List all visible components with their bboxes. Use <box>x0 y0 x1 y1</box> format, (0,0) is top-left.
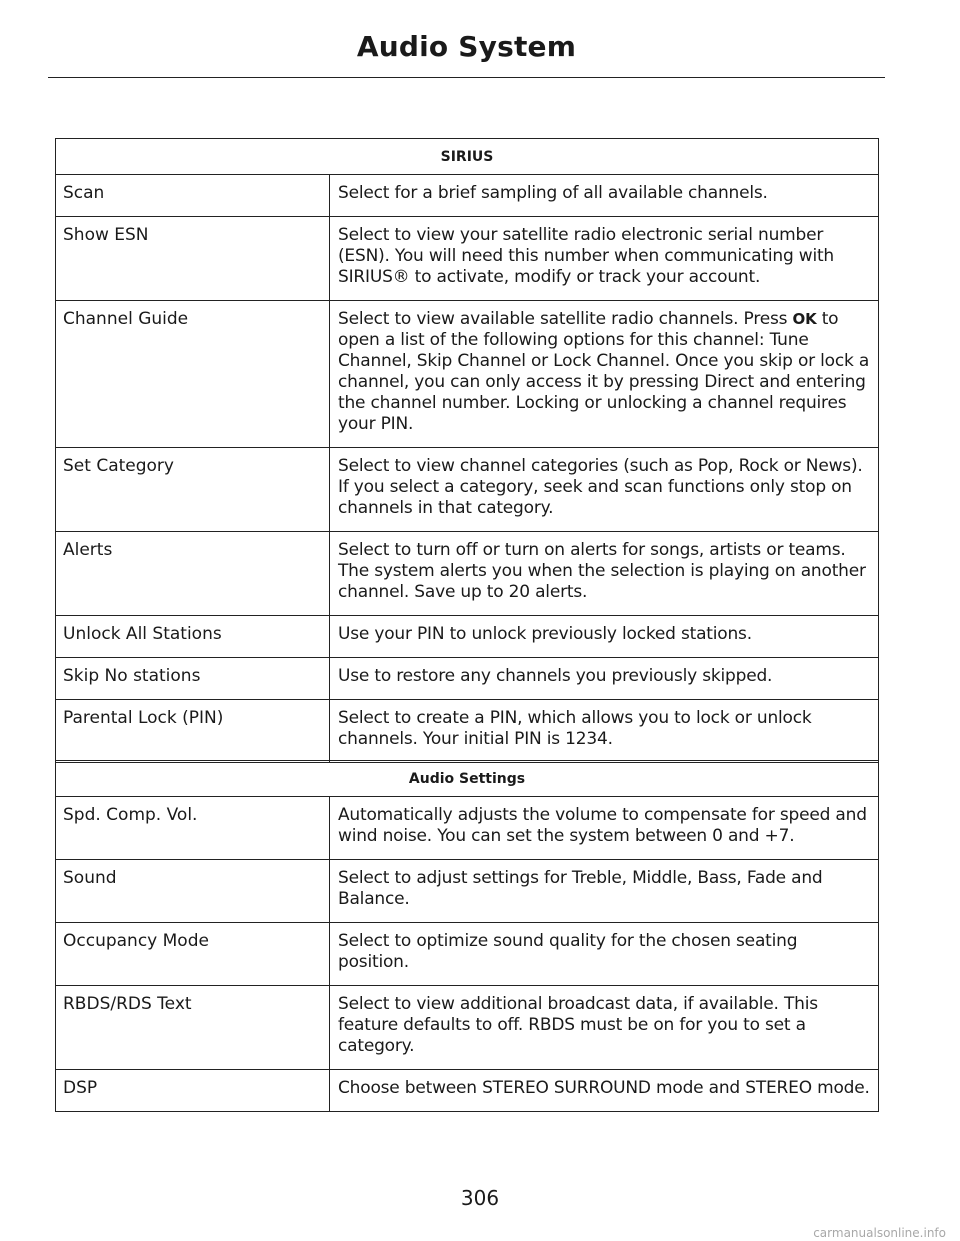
row-label: Set Category <box>56 448 330 532</box>
row-label: Skip No stations <box>56 658 330 700</box>
row-label: Show ESN <box>56 217 330 301</box>
table-heading-row <box>56 761 879 797</box>
table-row <box>56 797 879 860</box>
table-row <box>56 616 879 658</box>
row-label: Sound <box>56 860 330 923</box>
row-label: Spd. Comp. Vol. <box>56 797 330 860</box>
table-row <box>56 1070 879 1112</box>
page-number: 306 <box>460 1186 500 1210</box>
row-description: Select to optimize sound quality for the chosen seating position. <box>330 923 879 986</box>
table-row <box>56 923 879 986</box>
row-description: Select for a brief sampling of all available channels. <box>330 175 879 217</box>
row-description: Select to view channel categories (such as Pop, Rock or News). If you select a category, seek and scan functions only stop on channels in that category. <box>330 448 879 532</box>
row-description: Select to adjust settings for Treble, Middle, Bass, Fade and Balance. <box>330 860 879 923</box>
desc-text: Select to view available satellite radio channels. Press <box>338 309 793 329</box>
audio-settings-table <box>55 760 879 1112</box>
section-title: Audio System <box>356 30 577 63</box>
row-label: Scan <box>56 175 330 217</box>
row-description: Select to view your satellite radio electronic serial number (ESN). You will need this number when communicating with SIRIUS® to activate, modify or track your account. <box>330 217 879 301</box>
table-heading-row <box>56 139 879 175</box>
page-header <box>48 0 885 78</box>
audio-settings-table-heading: Audio Settings <box>56 761 879 797</box>
sirius-table <box>55 138 879 763</box>
row-label: Alerts <box>56 532 330 616</box>
table-row <box>56 301 879 448</box>
table-row <box>56 986 879 1070</box>
table-row <box>56 532 879 616</box>
table-row <box>56 658 879 700</box>
row-label: Channel Guide <box>56 301 330 448</box>
table-row <box>56 217 879 301</box>
desc-text: to open a list of the following options for this channel: Tune Channel, Skip Channel or Lock Channel. Once you skip or lock a channel, you can only access it by pressing Direct and entering the channel number. Locking or unlocking a channel requires your PIN. <box>338 309 870 434</box>
table-row <box>56 175 879 217</box>
row-description: Use to restore any channels you previously skipped. <box>330 658 879 700</box>
watermark: carmanualsonline.info <box>813 1226 946 1240</box>
row-label: Unlock All Stations <box>56 616 330 658</box>
row-description <box>330 301 879 448</box>
table-row <box>56 448 879 532</box>
row-description: Select to turn off or turn on alerts for songs, artists or teams. The system alerts you when the selection is playing on another channel. Save up to 20 alerts. <box>330 532 879 616</box>
row-description: Choose between STEREO SURROUND mode and STEREO mode. <box>330 1070 879 1112</box>
row-description: Select to view additional broadcast data, if available. This feature defaults to off. RBDS must be on for you to set a category. <box>330 986 879 1070</box>
row-label: Parental Lock (PIN) <box>56 700 330 763</box>
table-row <box>56 860 879 923</box>
row-label: Occupancy Mode <box>56 923 330 986</box>
table-row <box>56 700 879 763</box>
sirius-table-heading: SIRIUS <box>56 139 879 175</box>
row-description: Select to create a PIN, which allows you to lock or unlock channels. Your initial PIN is 1234. <box>330 700 879 763</box>
row-label: DSP <box>56 1070 330 1112</box>
ok-button-reference: OK <box>792 310 817 328</box>
row-description: Use your PIN to unlock previously locked stations. <box>330 616 879 658</box>
row-description: Automatically adjusts the volume to compensate for speed and wind noise. You can set the system between 0 and +7. <box>330 797 879 860</box>
row-label: RBDS/RDS Text <box>56 986 330 1070</box>
